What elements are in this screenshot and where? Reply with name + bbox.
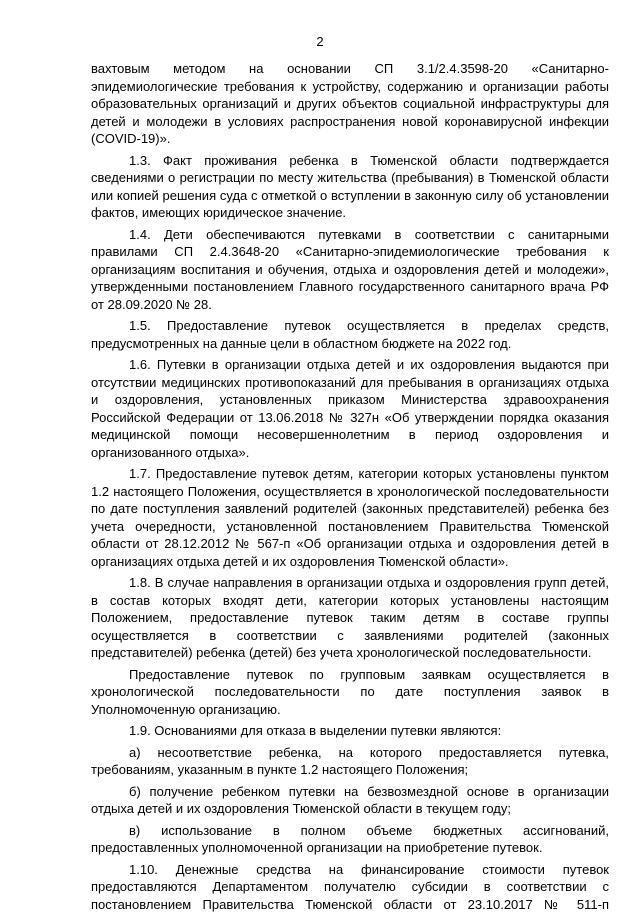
paragraph-1-2-continued: вахтовым методом на основании СП 3.1/2.4.3598-20 «Санитарно-эпидемиологические требования к устройству, содержанию и организации работы образовательных организаций и других объектов социальной инфраструктуры для детей и молодежи в условиях распространения новой коронавирусной инфекции (COVID-19)». (91, 61, 609, 146)
document-body (91, 60, 609, 917)
page-number: 2 (316, 34, 324, 49)
paragraph-1-5: 1.5. Предоставление путевок осуществляется в пределах средств, предусмотренных на данные цели в областном бюджете на 2022 год. (91, 318, 609, 351)
paragraph-1-9-a: а) несоответствие ребенка, на которого предоставляется путевка, требованиям, указанным в пункте 1.2 настоящего Положения; (91, 744, 609, 777)
paragraph-1-9: 1.9. Основаниями для отказа в выделении путевки являются: (129, 723, 502, 738)
paragraph-1-4: 1.4. Дети обеспечиваются путевками в соответствии с санитарными правилами СП 2.4.3648-20 «Санитарно-эпидемиологические требования к организациям воспитания и обучения, отдыха и оздоровления детей и молодежи», утвержденными постановлением Главного государственного санитарного врача РФ от 28.09.2020 № 28. (91, 226, 609, 312)
paragraph-1-10: 1.10. Денежные средства на финансирование стоимости путевок предоставляются Департаментом получателю субсидии в соответствии с постановлением Правительства Тюменской области от 23.10.2017 № 511-п (91, 861, 609, 912)
paragraph-group-applications: Предоставление путевок по групповым заявкам осуществляется в хронологической последовательности по дате поступления заявок в Уполномоченную организацию. (91, 666, 609, 717)
paragraph-1-6: 1.6. Путевки в организации отдыха детей и их оздоровления выдаются при отсутствии медицинских противопоказаний для пребывания в организациях отдыха и оздоровления, установленных приказом Министерства здравоохранения Российской Федерации от 13.06.2018 № 327н «Об утверждении порядка оказания медицинской помощи несовершеннолетним в период оздоровления и организованного отдыха». (91, 357, 609, 460)
paragraph-1-3: 1.3. Факт проживания ребенка в Тюменской области подтверждается сведениями о регистрации по месту жительства (пребывания) в Тюменской области или копией решения суда с отметкой о вступлении в законную силу об установлении фактов, имеющих юридическое значение. (91, 152, 609, 220)
paragraph-1-9-v: в) использование в полном объеме бюджетных ассигнований, предоставленных уполномоченной организации на приобретение путевок. (91, 822, 609, 855)
paragraph-1-9-b: б) получение ребенком путевки на безвозмездной основе в организации отдыха детей и их оздоровления Тюменской области в текущем году; (91, 783, 609, 816)
paragraph-1-7: 1.7. Предоставление путевок детям, категории которых установлены пунктом 1.2 настоящего Положения, осуществляется в хронологической последовательности по дате поступления заявлений родителей (законных представителей) ребенка без учета очередности, установленной постановлением Правительства Тюменской области от 28.12.2012 № 567-п «Об организации отдыха и оздоровления детей в организациях отдыха детей и их оздоровления Тюменской области». (91, 466, 609, 569)
paragraph-1-8: 1.8. В случае направления в организации отдыха и оздоровления групп детей, в состав которых входят дети, категории которых установлены настоящим Положением, предоставление путевок таким детям в составе группы осуществляется в соответствии с заявлениями родителей (законных представителей) ребенка (детей) без учета хронологической последовательности. (91, 575, 609, 660)
